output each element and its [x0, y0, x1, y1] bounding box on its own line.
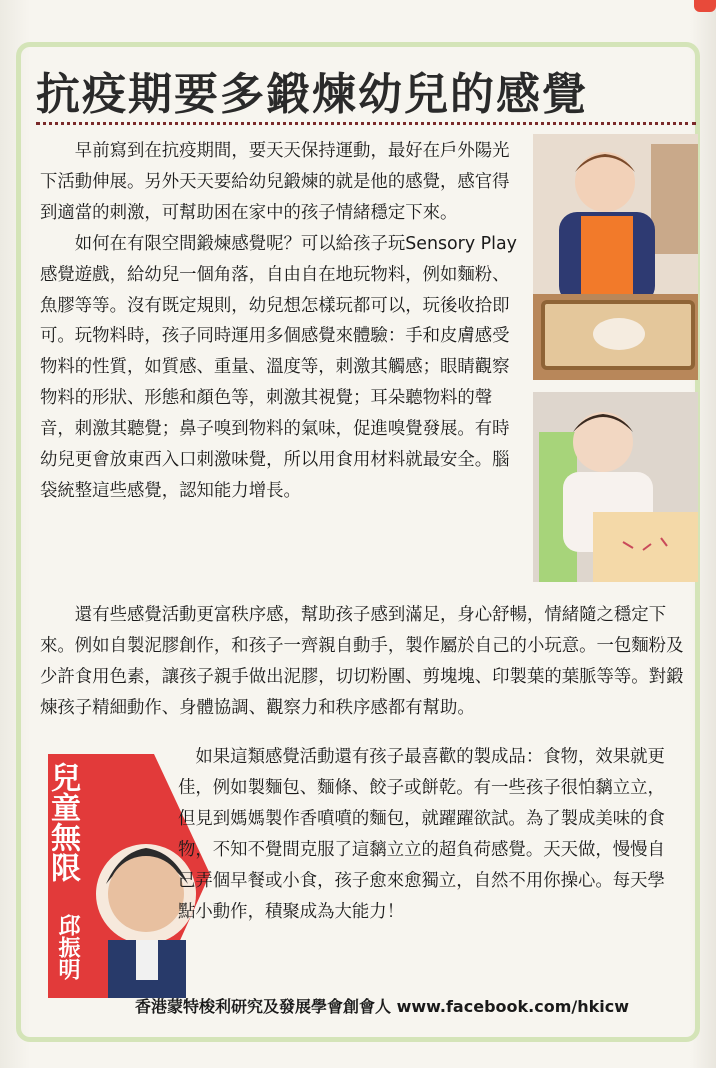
article-right-wrap	[178, 742, 678, 927]
article-column-top	[40, 136, 526, 507]
column-author: 邱振明	[55, 914, 80, 980]
title-divider	[36, 122, 696, 125]
article-fullwidth	[40, 600, 690, 724]
paragraph-3: 還有些感覺活動更富秩序感，幫助孩子感到滿足，身心舒暢，情緒隨之穩定下來。例如自製泥膠創作，和孩子一齊親自動手，製作屬於自己的小玩意。一包麵粉及少許食用色素，讓孩子親手做出泥膠，切切粉團、剪塊塊、印製葉的葉脈等等。對鍛煉孩子精細動作、身體協調、觀察力和秩序感都有幫助。	[40, 605, 684, 718]
paragraph-4: 如果這類感覺活動還有孩子最喜歡的製成品：食物，效果就更佳，例如製麵包、麵條、餃子或餅乾。有一些孩子很怕黐立立，但見到媽媽製作香噴噴的麵包，就躍躍欲試。為了製成美味的食物，不知不覺間克服了這黐立立的超負荷感覺。天天做，慢慢自己弄個早餐或小食，孩子愈來愈獨立，自然不用你操心。每天學點小動作，積聚成為大能力！	[178, 747, 665, 922]
paragraph-2: 如何在有限空間鍛煉感覺呢？可以給孩子玩Sensory Play感覺遊戲，給幼兒一個角落，自由自在地玩物料，例如麵粉、魚膠等等。沒有既定規則，幼兒想怎樣玩都可以，玩後收拾即可。玩物料時，孩子同時運用多個感覺來體驗：手和皮膚感受物料的性質，如質感、重量、溫度等，刺激其觸感；眼睛觀察物料的形狀、形態和顏色等，刺激其視覺；耳朵聽物料的聲音，刺激其聽覺；鼻子嗅到物料的氣味，促進嗅覺發展。有時幼兒更會放東西入口刺激味覺，所以用食用材料就最安全。腦袋統整這些感覺，認知能力增長。	[40, 233, 517, 501]
photo-toddler-playing-dough	[533, 134, 698, 380]
photo-baby-painting	[533, 392, 698, 582]
corner-mark	[694, 0, 716, 12]
author-credit: 香港蒙特梭利研究及發展學會創會人 www.facebook.com/hkicw	[135, 997, 629, 1016]
paragraph-1: 早前寫到在抗疫期間，要天天保持運動，最好在戶外陽光下活動伸展。另外天天要給幼兒鍛煉的就是他的感覺，感官得到適當的刺激，可幫助困在家中的孩子情緒穩定下來。	[40, 141, 510, 223]
article-title: 抗疫期要多鍛煉幼兒的感覺	[36, 69, 588, 120]
column-name: 兒童無限	[45, 762, 80, 882]
